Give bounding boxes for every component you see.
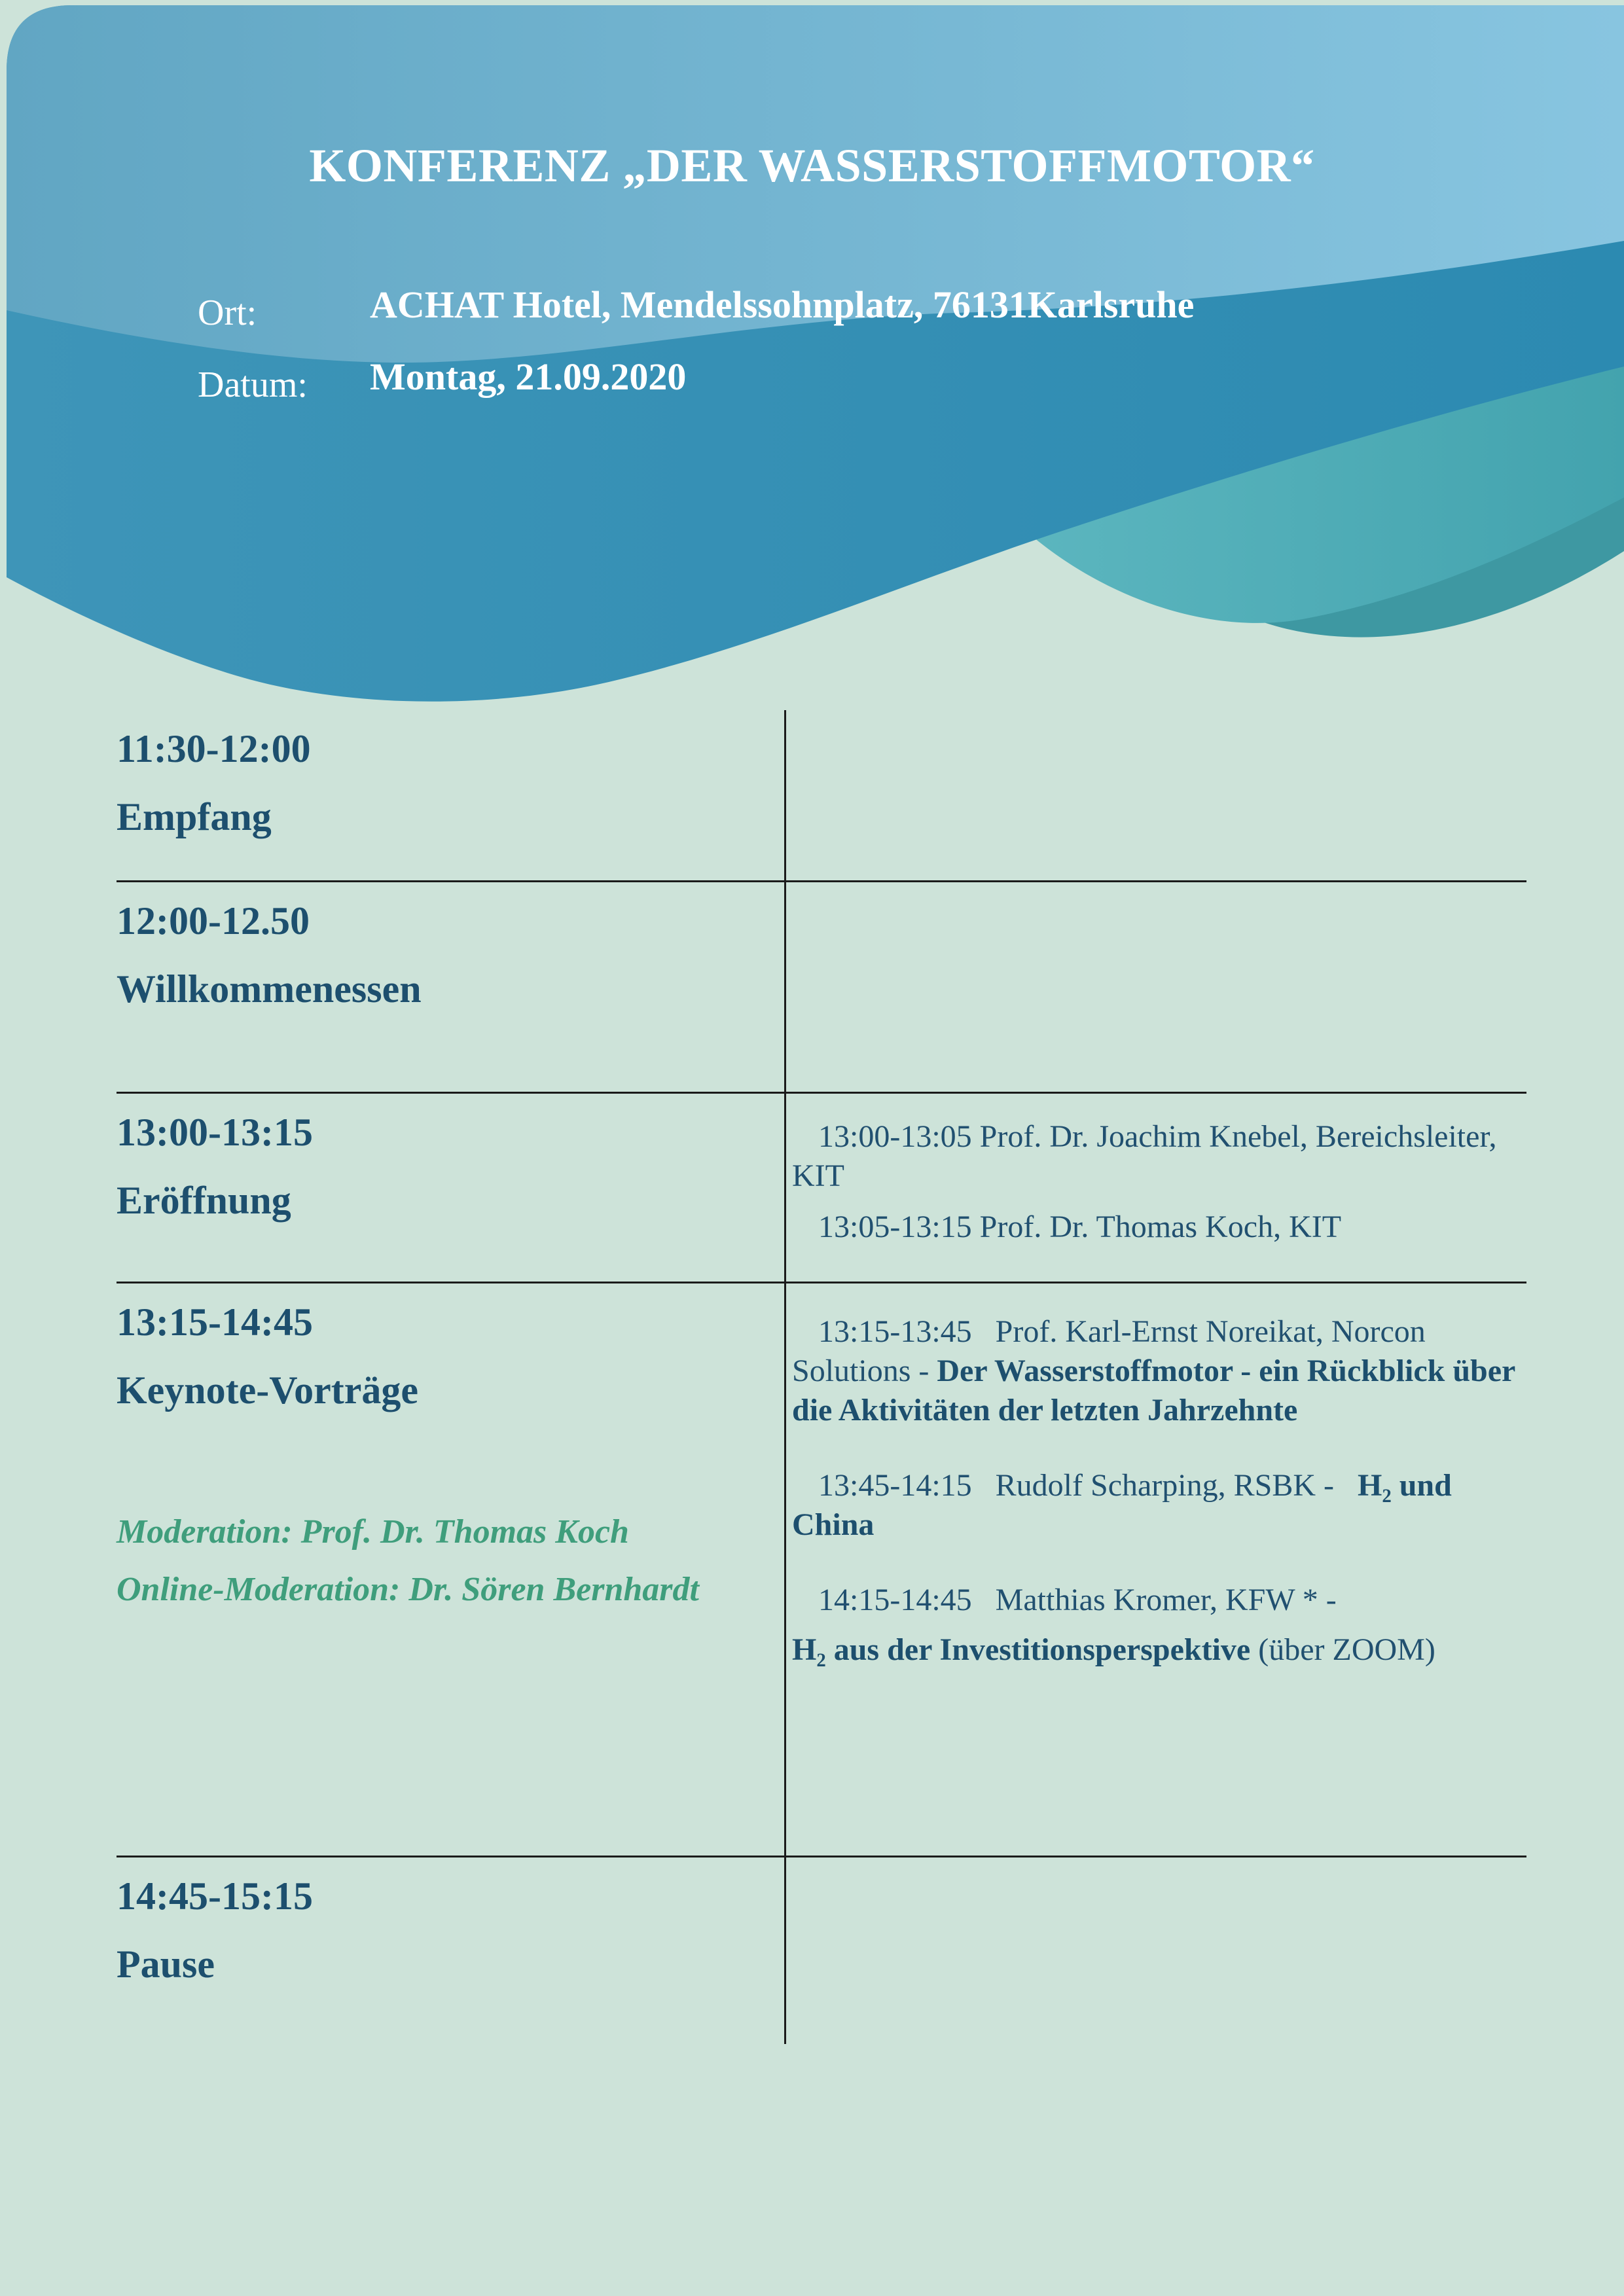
moderation-note: Online-Moderation: Dr. Sören Bernhardt xyxy=(117,1571,699,1609)
time-slot: 13:00-13:15 xyxy=(117,1111,313,1154)
slot-title: Empfang xyxy=(117,795,272,838)
table-row xyxy=(117,880,1526,1092)
detail-bold-segment: H₂ aus der Investitionsperspektive xyxy=(792,1632,1259,1667)
detail-paragraph xyxy=(792,1117,1526,1196)
agenda-left-cell xyxy=(117,1857,771,1986)
detail-paragraph xyxy=(792,1312,1526,1430)
detail-paragraph xyxy=(792,1581,1526,1620)
header-wave-graphic xyxy=(0,0,1624,818)
detail-segment: 13:15-13:45 Prof. Karl-Ernst Noreikat, Norcon Solutions - xyxy=(792,1314,1434,1388)
detail-segment: (über ZOOM) xyxy=(1258,1632,1435,1667)
time-slot: 12:00-12.50 xyxy=(117,899,310,942)
location-value: ACHAT Hotel, Mendelssohnplatz, 76131Karlsruhe xyxy=(370,283,1195,326)
agenda-left-cell xyxy=(117,1094,771,1222)
agenda-table xyxy=(117,710,1526,2094)
detail-bold-segment: H₂ und China xyxy=(792,1468,1460,1542)
slot-title: Pause xyxy=(117,1943,215,1986)
table-row xyxy=(117,1282,1526,1856)
page-title: KONFERENZ „DER WASSERSTOFFMOTOR“ xyxy=(309,139,1315,192)
detail-entry xyxy=(792,1117,1526,1196)
agenda-left-cell xyxy=(117,882,771,1011)
time-slot: 14:45-15:15 xyxy=(117,1874,313,1918)
table-row xyxy=(117,1856,1526,2094)
detail-segment: 13:45-14:15 Rudolf Scharping, RSBK - xyxy=(818,1468,1358,1503)
table-row xyxy=(117,710,1526,880)
slot-title: Keynote-Vorträge xyxy=(117,1369,418,1412)
detail-entry xyxy=(792,1466,1526,1545)
moderation-note: Moderation: Prof. Dr. Thomas Koch xyxy=(117,1513,629,1551)
detail-entry xyxy=(792,1208,1526,1247)
time-slot: 13:15-14:45 xyxy=(117,1300,313,1344)
agenda-left-cell xyxy=(117,710,771,838)
detail-paragraph xyxy=(792,1630,1526,1670)
detail-paragraph xyxy=(792,1466,1526,1545)
date-label: Datum: xyxy=(198,365,308,405)
time-slot: 11:30-12:00 xyxy=(117,727,311,770)
detail-entry xyxy=(792,1312,1526,1430)
detail-bold-segment: Der Wasserstoffmotor - ein Rückblick über die Aktivitäten der letzten Jahrzehnte xyxy=(792,1354,1523,1427)
detail-segment: 13:00-13:05 Prof. Dr. Joachim Knebel, Bereichsleiter, KIT xyxy=(792,1119,1505,1193)
agenda-right-cell xyxy=(792,1094,1526,1247)
slot-title: Eröffnung xyxy=(117,1179,291,1222)
table-row xyxy=(117,1092,1526,1282)
detail-entry xyxy=(792,1581,1526,1670)
detail-paragraph xyxy=(792,1208,1526,1247)
moderation-block xyxy=(117,1503,771,1619)
agenda-left-cell xyxy=(117,1283,771,1619)
detail-segment: 13:05-13:15 Prof. Dr. Thomas Koch, KIT xyxy=(818,1210,1342,1244)
slot-title: Willkommenessen xyxy=(117,967,422,1011)
agenda-right-cell xyxy=(792,1283,1526,1670)
detail-segment: 14:15-14:45 Matthias Kromer, KFW * - xyxy=(818,1583,1344,1617)
date-value: Montag, 21.09.2020 xyxy=(370,355,687,398)
location-label: Ort: xyxy=(198,293,257,333)
